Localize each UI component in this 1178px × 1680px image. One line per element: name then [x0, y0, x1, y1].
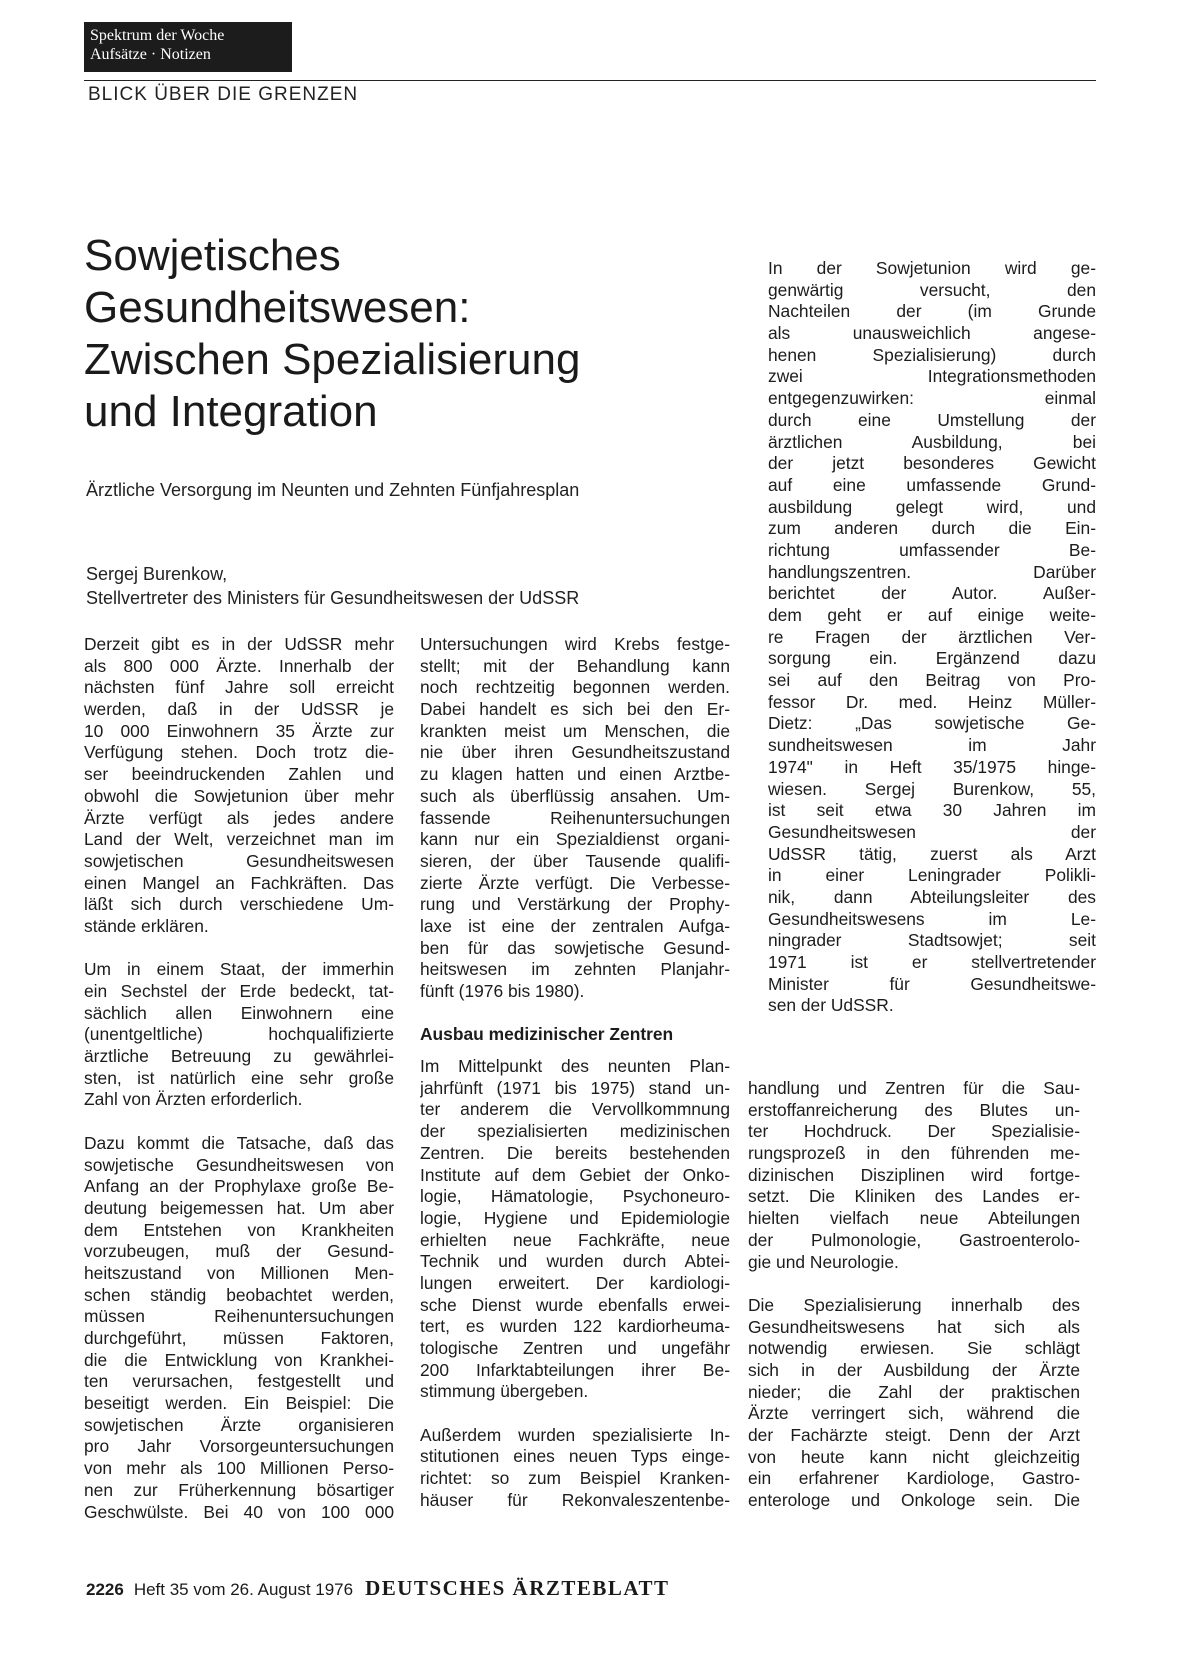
text-line: setzt. Die Kliniken des Landes er- [748, 1186, 1080, 1207]
author-role: Stellvertreter des Ministers für Gesundheitswesen der UdSSR [86, 588, 580, 608]
text-line: Nachteilen der (im Grunde [768, 301, 1096, 322]
text-line: läßt sich durch verschiedene Um- [84, 894, 394, 915]
headline-line: und Integration [84, 387, 378, 436]
text-line: handlung und Zentren für die Sau- [748, 1078, 1080, 1098]
text-line: sowjetischen Gesundheitswesen [84, 850, 394, 871]
text-line: stellt; mit der Behandlung kann [420, 655, 730, 676]
text-line: Die Spezialisierung innerhalb des [748, 1294, 1080, 1315]
text-line: nie über ihren Gesundheitszustand [420, 742, 730, 763]
text-line: Zentren. Die bereits bestehenden [420, 1142, 730, 1163]
text-line: 1971 ist er stellvertretender [768, 952, 1096, 972]
text-line: nieder; die Zahl der praktischen [748, 1381, 1080, 1402]
author-block [86, 562, 579, 610]
text-line: jahrfünft (1971 bis 1975) stand un- [420, 1077, 730, 1098]
section-label [84, 22, 292, 72]
header-rule [84, 80, 1096, 81]
text-line: sen der UdSSR. [768, 995, 894, 1016]
headline-line: Gesundheitswesen: [84, 283, 471, 332]
text-line: sorgung ein. Ergänzend dazu [768, 648, 1096, 669]
text-line: ter Hochdruck. Der Spezialisie- [748, 1121, 1080, 1142]
text-line: entgegenzuwirken: einmal [768, 388, 1096, 409]
text-line: hielten vielfach neue Abteilungen [748, 1208, 1080, 1229]
text-line: rung und Verstärkung der Prophy- [420, 894, 730, 915]
text-column-2 [420, 634, 730, 1512]
text-line: Institute auf dem Gebiet der Onko- [420, 1164, 730, 1185]
text-line: fassende Reihenuntersuchungen [420, 807, 730, 828]
headline-line: Zwischen Spezialisierung [84, 335, 581, 384]
text-line: logie, Hämatologie, Psychoneuro- [420, 1186, 730, 1207]
text-line: Zahl von Ärzten erforderlich. [84, 1089, 303, 1110]
text-line: fessor Dr. med. Heinz Müller- [768, 691, 1096, 712]
text-line: schen ständig beobachtet werden, [84, 1284, 394, 1305]
text-line: krankten meist um Menschen, die [420, 720, 730, 741]
text-line: In der Sowjetunion wird ge- [768, 258, 1096, 278]
page-number: 2226 [86, 1580, 124, 1599]
text-line: sowjetischen Ärzte organisieren [84, 1414, 394, 1435]
intro-summary [768, 258, 1096, 1017]
text-line: Gesundheitswesens hat sich als [748, 1316, 1080, 1337]
text-line: durchgeführt, müssen Faktoren, [84, 1328, 394, 1349]
text-line: henen Spezialisierung) durch [768, 344, 1096, 365]
text-line: gie und Neurologie. [748, 1251, 899, 1272]
text-line: logie, Hygiene und Epidemiologie [420, 1207, 730, 1228]
paragraph-gap [84, 1111, 394, 1133]
journal-masthead: DEUTSCHES ÄRZTEBLATT [365, 1576, 670, 1600]
section-label-line1: Spektrum der Woche [90, 27, 225, 44]
text-line: werden, daß in der UdSSR je [84, 699, 394, 720]
text-line: ningrader Stadtsowjet; seit [768, 930, 1096, 951]
text-line: ärztlichen Ausbildung, bei [768, 431, 1096, 452]
text-line: nächsten fünf Jahre soll erreicht [84, 677, 394, 698]
text-line: UdSSR tätig, zuerst als Arzt [768, 843, 1096, 864]
text-line: Gesundheitswesens im Le- [768, 908, 1096, 929]
text-line: wiesen. Sergej Burenkow, 55, [768, 778, 1096, 799]
text-line: 1974" in Heft 35/1975 hinge- [768, 756, 1096, 777]
text-line: die die Entwicklung von Krankhei- [84, 1349, 394, 1370]
text-line: der Pulmonologie, Gastroenterolo- [748, 1229, 1080, 1250]
text-line: sieren, der über Tausende qualifi- [420, 850, 730, 871]
text-line: richtung umfassender Be- [768, 539, 1096, 560]
text-line: der jetzt besonderes Gewicht [768, 453, 1096, 474]
text-line: beseitigt werden. Ein Beispiel: Die [84, 1393, 394, 1414]
text-line: deutung beigemessen hat. Um aber [84, 1197, 394, 1218]
text-line: der spezialisierten medizinischen [420, 1121, 730, 1142]
text-line: lungen erweitert. Der kardiologi- [420, 1272, 730, 1293]
text-line: sich in der Ausbildung der Ärzte [748, 1359, 1080, 1380]
text-line: von mehr als 100 Millionen Perso- [84, 1458, 394, 1479]
text-line: zierte Ärzte verfügt. Die Verbesse- [420, 872, 730, 893]
text-line: stände erklären. [84, 915, 209, 936]
text-line: re Fragen der ärztlichen Ver- [768, 626, 1096, 647]
text-line: zu klagen hatten und einen Arztbe- [420, 764, 730, 785]
text-line: sei auf den Beitrag von Pro- [768, 670, 1096, 691]
text-line: ben für das sowjetische Gesund- [420, 937, 730, 958]
text-line: Dazu kommt die Tatsache, daß das [84, 1132, 394, 1153]
text-line: Gesundheitswesen der [768, 821, 1096, 842]
text-line: ein erfahrener Kardiologe, Gastro- [748, 1468, 1080, 1489]
text-line: berichtet der Autor. Außer- [768, 583, 1096, 604]
text-line: in einer Leningrader Polikli- [768, 865, 1096, 886]
text-line: stitutionen eines neuen Typs einge- [420, 1446, 730, 1467]
text-line: tert, es wurden 122 kardiorheuma- [420, 1316, 730, 1337]
text-line: stimmung übergeben. [420, 1381, 589, 1402]
text-line: erstoffanreicherung des Blutes un- [748, 1099, 1080, 1120]
headline-line: Sowjetisches [84, 231, 341, 280]
text-line: genwärtig versucht, den [768, 279, 1096, 300]
text-line: pro Jahr Vorsorgeuntersuchungen [84, 1436, 394, 1457]
section-label-line2: Aufsätze · Notizen [90, 46, 211, 63]
text-line: zwei Integrationsmethoden [768, 366, 1096, 387]
text-line: erhielten neue Fachkräfte, neue [420, 1229, 730, 1250]
text-line: Im Mittelpunkt des neunten Plan- [420, 1056, 730, 1077]
text-line: Untersuchungen wird Krebs festge- [420, 634, 730, 654]
rubric: BLICK ÜBER DIE GRENZEN [88, 84, 359, 105]
text-line: tologische Zentren und ungefähr [420, 1338, 730, 1359]
text-line: 200 Infarktabteilungen ihrer Be- [420, 1359, 730, 1380]
text-line: Dabei handelt es sich bei den Er- [420, 699, 730, 720]
text-line: heitszustand von Millionen Men- [84, 1262, 394, 1283]
text-line: kann nur ein Spezialdienst organi- [420, 829, 730, 850]
text-line: dem Entstehen von Krankheiten [84, 1219, 394, 1240]
text-line: Um in einem Staat, der immerhin [84, 959, 394, 980]
text-line: ten verursachen, festgestellt und [84, 1371, 394, 1392]
issue-info: Heft 35 vom 26. August 1976 [133, 1580, 354, 1599]
text-line: sten, ist natürlich eine sehr große [84, 1067, 394, 1088]
text-line: Technik und wurden durch Abtei- [420, 1251, 730, 1272]
paragraph-gap [748, 1273, 1080, 1295]
section-subheading: Ausbau medizinischer Zentren [420, 1024, 674, 1045]
text-line: heitswesen im zehnten Planjahr- [420, 959, 730, 980]
text-line: sche Dienst wurde ebenfalls erwei- [420, 1294, 730, 1315]
article-subtitle: Ärztliche Versorgung im Neunten und Zehnten Fünfjahresplan [86, 480, 580, 500]
text-line: rungsprozeß in den führenden me- [748, 1143, 1080, 1164]
text-line: nik, dann Abteilungsleiter des [768, 886, 1096, 907]
paragraph-gap [84, 938, 394, 960]
text-line: Derzeit gibt es in der UdSSR mehr [84, 634, 394, 654]
text-line: vorzubeugen, muß der Gesund- [84, 1241, 394, 1262]
text-line: als unausweichlich angese- [768, 323, 1096, 344]
text-line: notwendig erwiesen. Sie schlägt [748, 1338, 1080, 1359]
text-line: sundheitswesen im Jahr [768, 735, 1096, 756]
page-footer [86, 1576, 670, 1601]
text-line: Ärzte verfügt als jedes andere [84, 807, 394, 828]
text-line: richtet: so zum Beispiel Kranken- [420, 1468, 730, 1489]
text-line: such als überflüssig ansahen. Um- [420, 785, 730, 806]
paragraph-gap [420, 1003, 730, 1025]
text-column-1 [84, 634, 394, 1523]
text-line: zum anderen durch die Ein- [768, 518, 1096, 539]
text-line: (unentgeltliche) hochqualifizierte [84, 1024, 394, 1045]
text-line: Minister für Gesundheitswe- [768, 973, 1096, 994]
text-line: auf eine umfassende Grund- [768, 474, 1096, 495]
text-line: ser beeindruckenden Zahlen und [84, 764, 394, 785]
text-line: Geschwülste. Bei 40 von 100 000 [84, 1501, 394, 1522]
text-line: ein Sechstel der Erde bedeckt, tat- [84, 981, 394, 1002]
text-line: fünft (1976 bis 1980). [420, 981, 585, 1001]
text-line: Ärzte verringert sich, während die [748, 1403, 1080, 1424]
text-line: Verfügung stehen. Doch trotz die- [84, 742, 394, 763]
text-line: laxe ist eine der zentralen Aufga- [420, 915, 730, 936]
text-line: noch rechtzeitig begonnen werden. [420, 677, 730, 698]
text-line: Anfang an der Prophylaxe große Be- [84, 1176, 394, 1197]
text-line: ter anderem die Vervollkommnung [420, 1099, 730, 1120]
text-line: nen zur Früherkennung bösartiger [84, 1479, 394, 1500]
text-line: Außerdem wurden spezialisierte In- [420, 1424, 730, 1445]
author-name: Sergej Burenkow, [86, 564, 228, 584]
text-column-3 [748, 1078, 1080, 1512]
text-line: ausbildung gelegt wird, und [768, 496, 1096, 517]
text-line: ärztliche Betreuung zu gewährlei- [84, 1046, 394, 1067]
text-line: obwohl die Sowjetunion über mehr [84, 785, 394, 806]
text-line: einen Mangel an Fachkräften. Das [84, 872, 394, 893]
text-line: sowjetische Gesundheitswesen von [84, 1154, 394, 1175]
text-line: dem geht er auf einige weite- [768, 605, 1096, 625]
text-line: müssen Reihenuntersuchungen [84, 1306, 394, 1327]
text-line: Land der Welt, verzeichnet man im [84, 829, 394, 850]
text-line: häuser für Rekonvaleszentenbe- [420, 1489, 730, 1510]
text-line: von heute kann nicht gleichzeitig [748, 1446, 1080, 1467]
text-line: enterologe und Onkologe sein. Die [748, 1490, 1080, 1511]
text-line: ist seit etwa 30 Jahren im [768, 800, 1096, 821]
text-line: durch eine Umstellung der [768, 409, 1096, 430]
text-line: handlungszentren. Darüber [768, 561, 1096, 582]
article-headline [84, 230, 724, 438]
text-line: der Fachärzte steigt. Denn der Arzt [748, 1425, 1080, 1446]
paragraph-gap [420, 1403, 730, 1425]
text-line: Dietz: „Das sowjetische Ge- [768, 713, 1096, 734]
text-line: sächlich allen Einwohnern eine [84, 1002, 394, 1023]
text-line: als 800 000 Ärzte. Innerhalb der [84, 655, 394, 676]
text-line: 10 000 Einwohnern 35 Ärzte zur [84, 720, 394, 741]
text-line: dizinischen Disziplinen wird fortge- [748, 1164, 1080, 1185]
